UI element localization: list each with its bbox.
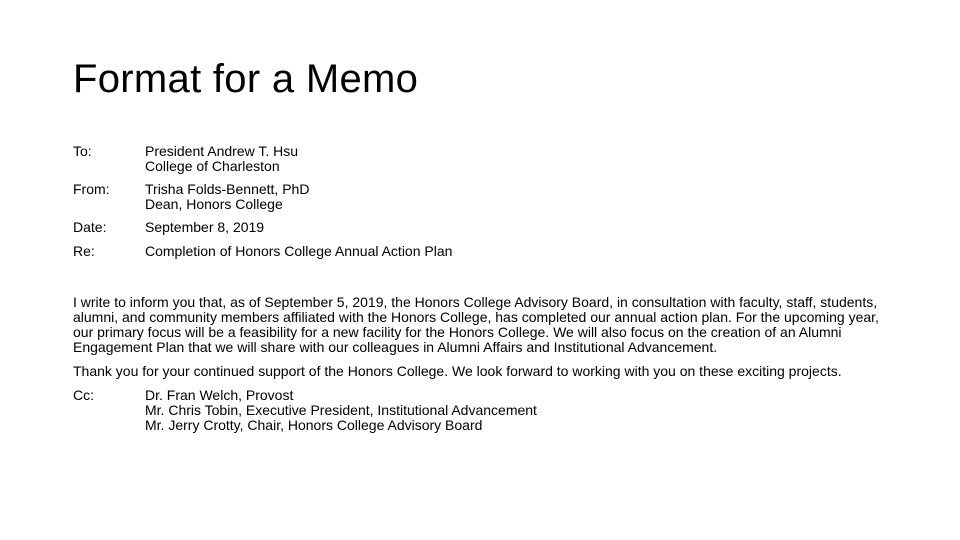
cc-label: Cc: [73,387,94,403]
from-sender-name: Trisha Folds-Bennett, PhD [145,181,310,197]
to-recipient-name: President Andrew T. Hsu [145,143,299,159]
cc-recipient-list [145,388,537,433]
memo-header [73,144,452,267]
to-value [145,144,298,174]
slide-title: Format for a Memo [73,57,419,101]
cc-recipient: Dr. Fran Welch, Provost [145,387,294,403]
memo-re-row [73,244,452,259]
date-label: Date: [73,219,107,235]
from-sender-title: Dean, Honors College [145,196,283,212]
re-value [145,244,452,259]
cc-recipient: Mr. Jerry Crotty, Chair, Honors College Advisory Board [145,417,483,433]
memo-date-row [73,220,452,235]
to-label: To: [73,143,92,159]
to-recipient-org: College of Charleston [145,158,280,174]
date-value [145,220,264,235]
re-text: Completion of Honors College Annual Action Plan [145,243,453,259]
from-value [145,182,309,212]
memo-from-row [73,182,452,212]
body-paragraph-1: I write to inform you that, as of September 5, 2019, the Honors College Advisory Board, in consultation with faculty, staff, students, alumni, and community members affiliated with the Honors College, has completed our annual action plan. For the upcoming year, our primary focus will be a feasibility for a new facility for the Honors College. We will also focus on the creation of an Alumni Engagement Plan that we will share with our colleagues in Alumni Affairs and Institutional Advancement. [73,294,879,355]
from-label: From: [73,181,110,197]
re-label: Re: [73,243,95,259]
date-text: September 8, 2019 [145,219,265,235]
cc-block [73,388,893,433]
body-paragraph-2: Thank you for your continued support of the Honors College. We look forward to working with you on these exciting projects. [73,363,842,379]
memo-to-row [73,144,452,174]
memo-body [73,295,893,433]
cc-recipient: Mr. Chris Tobin, Executive President, Institutional Advancement [145,402,537,418]
